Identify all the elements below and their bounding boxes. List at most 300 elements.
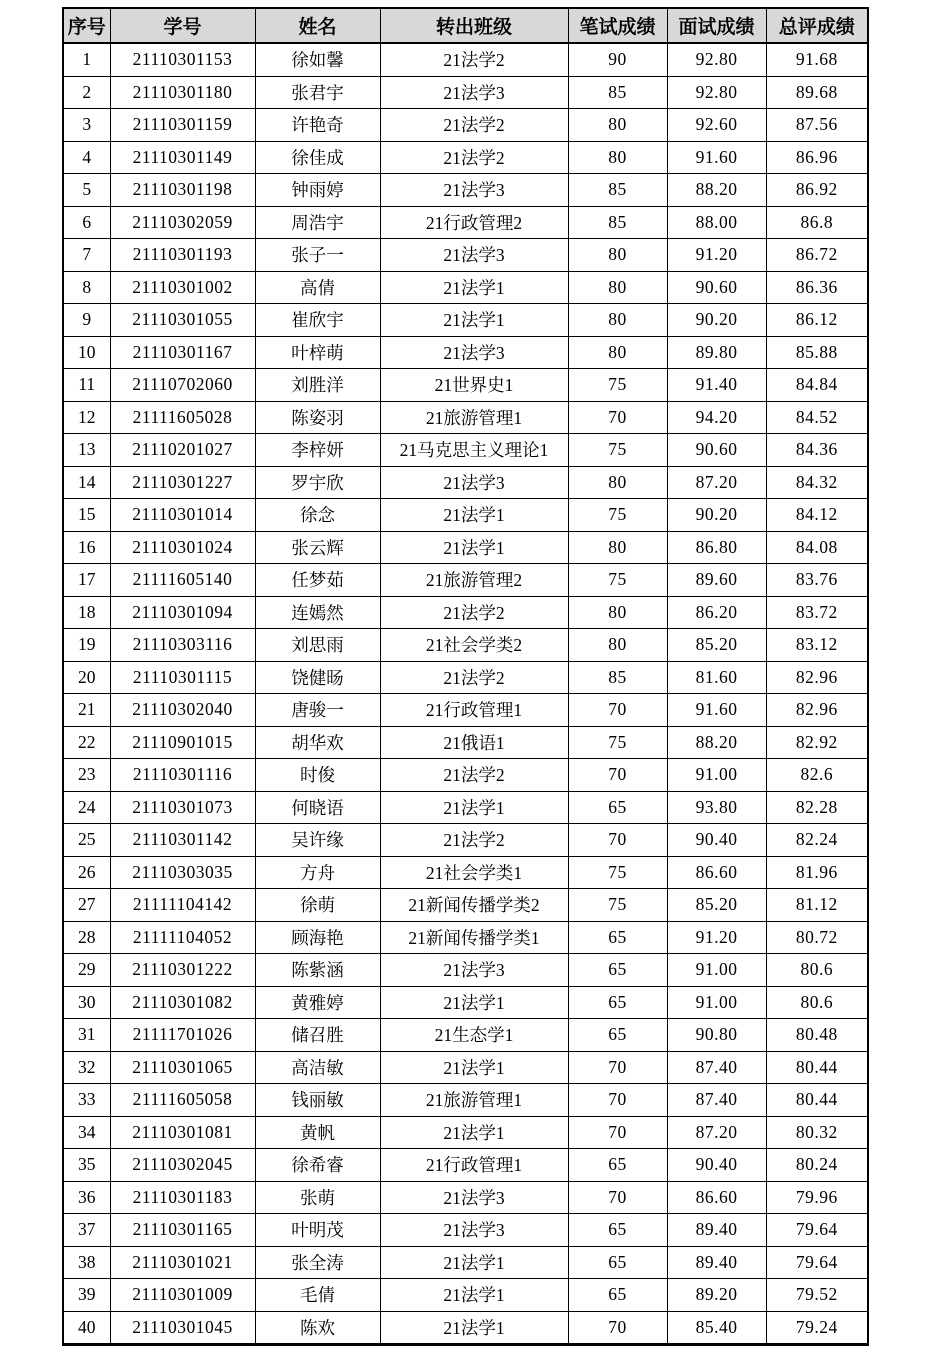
cell-interview_score: 90.60 <box>667 271 766 304</box>
cell-from_class: 21法学1 <box>380 1246 568 1279</box>
cell-student_id: 21111605140 <box>110 564 255 597</box>
cell-written_score: 70 <box>568 1311 667 1345</box>
cell-written_score: 80 <box>568 531 667 564</box>
cell-written_score: 80 <box>568 239 667 272</box>
table-row <box>63 271 868 304</box>
table-row <box>63 1311 868 1345</box>
cell-from_class: 21法学1 <box>380 271 568 304</box>
cell-written_score: 75 <box>568 856 667 889</box>
cell-index: 30 <box>63 986 110 1019</box>
table-row <box>63 499 868 532</box>
cell-from_class: 21行政管理1 <box>380 694 568 727</box>
cell-name: 李梓妍 <box>255 434 380 467</box>
table-row <box>63 921 868 954</box>
table-row <box>63 434 868 467</box>
cell-student_id: 21110301081 <box>110 1116 255 1149</box>
cell-interview_score: 86.60 <box>667 1181 766 1214</box>
cell-interview_score: 85.40 <box>667 1311 766 1345</box>
cell-overall_score: 84.12 <box>766 499 868 532</box>
table-row <box>63 109 868 142</box>
cell-interview_score: 90.40 <box>667 824 766 857</box>
cell-index: 16 <box>63 531 110 564</box>
cell-from_class: 21马克思主义理论1 <box>380 434 568 467</box>
cell-from_class: 21法学3 <box>380 1214 568 1247</box>
cell-index: 4 <box>63 141 110 174</box>
cell-interview_score: 87.40 <box>667 1084 766 1117</box>
cell-student_id: 21110301024 <box>110 531 255 564</box>
cell-interview_score: 90.60 <box>667 434 766 467</box>
table-row <box>63 824 868 857</box>
cell-student_id: 21110301009 <box>110 1279 255 1312</box>
cell-student_id: 21110301142 <box>110 824 255 857</box>
table-row <box>63 1084 868 1117</box>
header-cell-from_class: 转出班级 <box>380 8 568 43</box>
cell-from_class: 21法学1 <box>380 791 568 824</box>
cell-name: 饶健旸 <box>255 661 380 694</box>
cell-name: 钱丽敏 <box>255 1084 380 1117</box>
cell-interview_score: 91.20 <box>667 239 766 272</box>
cell-from_class: 21法学1 <box>380 531 568 564</box>
table-row <box>63 1149 868 1182</box>
cell-student_id: 21110301014 <box>110 499 255 532</box>
cell-student_id: 21110301073 <box>110 791 255 824</box>
cell-written_score: 80 <box>568 304 667 337</box>
cell-name: 吴许缘 <box>255 824 380 857</box>
cell-name: 许艳奇 <box>255 109 380 142</box>
table-body <box>63 43 868 1345</box>
cell-from_class: 21法学1 <box>380 1051 568 1084</box>
cell-name: 徐希睿 <box>255 1149 380 1182</box>
header-cell-written_score: 笔试成绩 <box>568 8 667 43</box>
cell-name: 时俊 <box>255 759 380 792</box>
cell-written_score: 80 <box>568 336 667 369</box>
cell-student_id: 21110301183 <box>110 1181 255 1214</box>
cell-interview_score: 91.00 <box>667 954 766 987</box>
cell-index: 22 <box>63 726 110 759</box>
cell-student_id: 21111605028 <box>110 401 255 434</box>
cell-from_class: 21法学1 <box>380 499 568 532</box>
cell-written_score: 75 <box>568 369 667 402</box>
cell-overall_score: 79.52 <box>766 1279 868 1312</box>
table-row <box>63 1246 868 1279</box>
cell-from_class: 21法学2 <box>380 824 568 857</box>
cell-written_score: 75 <box>568 564 667 597</box>
cell-student_id: 21110901015 <box>110 726 255 759</box>
cell-student_id: 21110302040 <box>110 694 255 727</box>
cell-written_score: 75 <box>568 434 667 467</box>
cell-index: 6 <box>63 206 110 239</box>
cell-name: 任梦茹 <box>255 564 380 597</box>
cell-overall_score: 84.52 <box>766 401 868 434</box>
cell-written_score: 70 <box>568 1084 667 1117</box>
cell-interview_score: 94.20 <box>667 401 766 434</box>
cell-student_id: 21111104142 <box>110 889 255 922</box>
cell-from_class: 21旅游管理1 <box>380 1084 568 1117</box>
cell-from_class: 21法学3 <box>380 954 568 987</box>
table-row <box>63 1181 868 1214</box>
cell-name: 徐念 <box>255 499 380 532</box>
cell-index: 9 <box>63 304 110 337</box>
cell-overall_score: 80.32 <box>766 1116 868 1149</box>
cell-interview_score: 88.20 <box>667 174 766 207</box>
cell-from_class: 21法学2 <box>380 141 568 174</box>
cell-from_class: 21法学2 <box>380 43 568 76</box>
cell-overall_score: 80.24 <box>766 1149 868 1182</box>
cell-overall_score: 82.96 <box>766 694 868 727</box>
cell-from_class: 21俄语1 <box>380 726 568 759</box>
cell-overall_score: 87.56 <box>766 109 868 142</box>
cell-interview_score: 90.40 <box>667 1149 766 1182</box>
cell-student_id: 21110301021 <box>110 1246 255 1279</box>
cell-index: 35 <box>63 1149 110 1182</box>
cell-written_score: 80 <box>568 271 667 304</box>
score-table <box>62 7 869 1346</box>
table-row <box>63 1051 868 1084</box>
table-row <box>63 1279 868 1312</box>
cell-index: 17 <box>63 564 110 597</box>
cell-overall_score: 86.12 <box>766 304 868 337</box>
cell-student_id: 21110702060 <box>110 369 255 402</box>
table-row <box>63 76 868 109</box>
cell-written_score: 70 <box>568 1116 667 1149</box>
cell-overall_score: 80.6 <box>766 986 868 1019</box>
table-row <box>63 726 868 759</box>
cell-student_id: 21110301159 <box>110 109 255 142</box>
cell-student_id: 21110301115 <box>110 661 255 694</box>
cell-index: 40 <box>63 1311 110 1345</box>
cell-interview_score: 86.60 <box>667 856 766 889</box>
cell-from_class: 21法学1 <box>380 1279 568 1312</box>
cell-interview_score: 91.00 <box>667 759 766 792</box>
cell-name: 张子一 <box>255 239 380 272</box>
table-row <box>63 791 868 824</box>
cell-index: 28 <box>63 921 110 954</box>
cell-index: 7 <box>63 239 110 272</box>
cell-name: 何晓语 <box>255 791 380 824</box>
table-row <box>63 661 868 694</box>
cell-overall_score: 81.96 <box>766 856 868 889</box>
cell-index: 13 <box>63 434 110 467</box>
cell-student_id: 21110301227 <box>110 466 255 499</box>
cell-written_score: 70 <box>568 824 667 857</box>
cell-written_score: 65 <box>568 1246 667 1279</box>
cell-interview_score: 87.20 <box>667 1116 766 1149</box>
cell-index: 8 <box>63 271 110 304</box>
cell-student_id: 21110301094 <box>110 596 255 629</box>
table-row <box>63 1116 868 1149</box>
cell-written_score: 65 <box>568 791 667 824</box>
cell-interview_score: 92.60 <box>667 109 766 142</box>
cell-written_score: 65 <box>568 921 667 954</box>
cell-written_score: 65 <box>568 1214 667 1247</box>
cell-written_score: 70 <box>568 694 667 727</box>
table-row <box>63 336 868 369</box>
cell-interview_score: 85.20 <box>667 629 766 662</box>
cell-overall_score: 81.12 <box>766 889 868 922</box>
cell-name: 刘思雨 <box>255 629 380 662</box>
cell-student_id: 21110301055 <box>110 304 255 337</box>
cell-name: 方舟 <box>255 856 380 889</box>
cell-written_score: 70 <box>568 759 667 792</box>
table-row <box>63 759 868 792</box>
cell-interview_score: 89.40 <box>667 1214 766 1247</box>
cell-index: 33 <box>63 1084 110 1117</box>
table-row <box>63 304 868 337</box>
cell-name: 陈紫涵 <box>255 954 380 987</box>
cell-from_class: 21法学3 <box>380 239 568 272</box>
cell-name: 黄雅婷 <box>255 986 380 1019</box>
cell-written_score: 85 <box>568 76 667 109</box>
cell-student_id: 21110301198 <box>110 174 255 207</box>
cell-index: 27 <box>63 889 110 922</box>
cell-overall_score: 84.08 <box>766 531 868 564</box>
cell-from_class: 21法学3 <box>380 466 568 499</box>
cell-interview_score: 91.00 <box>667 986 766 1019</box>
cell-from_class: 21新闻传播学类2 <box>380 889 568 922</box>
cell-index: 11 <box>63 369 110 402</box>
cell-name: 高洁敏 <box>255 1051 380 1084</box>
cell-index: 10 <box>63 336 110 369</box>
cell-student_id: 21110303116 <box>110 629 255 662</box>
cell-overall_score: 82.92 <box>766 726 868 759</box>
cell-overall_score: 84.32 <box>766 466 868 499</box>
cell-name: 陈姿羽 <box>255 401 380 434</box>
header-cell-student_id: 学号 <box>110 8 255 43</box>
cell-name: 钟雨婷 <box>255 174 380 207</box>
cell-student_id: 21110301149 <box>110 141 255 174</box>
table-row <box>63 174 868 207</box>
table-row <box>63 596 868 629</box>
cell-name: 毛倩 <box>255 1279 380 1312</box>
cell-overall_score: 83.12 <box>766 629 868 662</box>
cell-written_score: 70 <box>568 401 667 434</box>
cell-from_class: 21法学2 <box>380 759 568 792</box>
cell-student_id: 21110303035 <box>110 856 255 889</box>
cell-interview_score: 90.20 <box>667 499 766 532</box>
cell-name: 徐萌 <box>255 889 380 922</box>
cell-overall_score: 79.64 <box>766 1214 868 1247</box>
cell-name: 崔欣宇 <box>255 304 380 337</box>
cell-overall_score: 86.36 <box>766 271 868 304</box>
cell-overall_score: 82.6 <box>766 759 868 792</box>
table-row <box>63 856 868 889</box>
cell-written_score: 70 <box>568 1181 667 1214</box>
cell-written_score: 65 <box>568 1019 667 1052</box>
cell-written_score: 85 <box>568 174 667 207</box>
cell-index: 1 <box>63 43 110 76</box>
cell-overall_score: 83.76 <box>766 564 868 597</box>
cell-student_id: 21110201027 <box>110 434 255 467</box>
cell-index: 25 <box>63 824 110 857</box>
cell-from_class: 21法学2 <box>380 596 568 629</box>
cell-index: 12 <box>63 401 110 434</box>
cell-name: 胡华欢 <box>255 726 380 759</box>
cell-index: 29 <box>63 954 110 987</box>
cell-from_class: 21法学2 <box>380 661 568 694</box>
cell-overall_score: 80.72 <box>766 921 868 954</box>
cell-interview_score: 89.20 <box>667 1279 766 1312</box>
cell-index: 19 <box>63 629 110 662</box>
table-row <box>63 564 868 597</box>
cell-written_score: 75 <box>568 726 667 759</box>
table-row <box>63 694 868 727</box>
cell-student_id: 21110301165 <box>110 1214 255 1247</box>
cell-student_id: 21110302059 <box>110 206 255 239</box>
cell-name: 徐佳成 <box>255 141 380 174</box>
cell-from_class: 21旅游管理2 <box>380 564 568 597</box>
cell-interview_score: 89.40 <box>667 1246 766 1279</box>
cell-written_score: 70 <box>568 1051 667 1084</box>
cell-written_score: 75 <box>568 499 667 532</box>
cell-interview_score: 89.80 <box>667 336 766 369</box>
cell-student_id: 21110301193 <box>110 239 255 272</box>
cell-name: 张君宇 <box>255 76 380 109</box>
cell-from_class: 21旅游管理1 <box>380 401 568 434</box>
cell-overall_score: 86.72 <box>766 239 868 272</box>
cell-overall_score: 84.84 <box>766 369 868 402</box>
cell-from_class: 21法学1 <box>380 986 568 1019</box>
cell-overall_score: 82.28 <box>766 791 868 824</box>
cell-overall_score: 85.88 <box>766 336 868 369</box>
cell-interview_score: 88.00 <box>667 206 766 239</box>
cell-name: 陈欢 <box>255 1311 380 1345</box>
cell-name: 高倩 <box>255 271 380 304</box>
cell-student_id: 21110301116 <box>110 759 255 792</box>
cell-written_score: 80 <box>568 596 667 629</box>
cell-student_id: 21110301045 <box>110 1311 255 1345</box>
cell-index: 26 <box>63 856 110 889</box>
cell-interview_score: 91.40 <box>667 369 766 402</box>
cell-overall_score: 80.6 <box>766 954 868 987</box>
cell-from_class: 21社会学类1 <box>380 856 568 889</box>
cell-index: 2 <box>63 76 110 109</box>
cell-name: 叶梓萌 <box>255 336 380 369</box>
cell-from_class: 21行政管理1 <box>380 1149 568 1182</box>
cell-written_score: 65 <box>568 1149 667 1182</box>
cell-overall_score: 79.96 <box>766 1181 868 1214</box>
cell-overall_score: 84.36 <box>766 434 868 467</box>
header-cell-index: 序号 <box>63 8 110 43</box>
cell-written_score: 65 <box>568 1279 667 1312</box>
table-row <box>63 239 868 272</box>
cell-from_class: 21法学3 <box>380 174 568 207</box>
cell-name: 连嫣然 <box>255 596 380 629</box>
table-row <box>63 629 868 662</box>
cell-written_score: 80 <box>568 141 667 174</box>
cell-interview_score: 81.60 <box>667 661 766 694</box>
cell-index: 18 <box>63 596 110 629</box>
cell-written_score: 65 <box>568 954 667 987</box>
header-cell-interview_score: 面试成绩 <box>667 8 766 43</box>
cell-interview_score: 90.20 <box>667 304 766 337</box>
cell-index: 32 <box>63 1051 110 1084</box>
cell-from_class: 21法学3 <box>380 336 568 369</box>
cell-written_score: 65 <box>568 986 667 1019</box>
cell-overall_score: 80.48 <box>766 1019 868 1052</box>
cell-from_class: 21生态学1 <box>380 1019 568 1052</box>
cell-overall_score: 83.72 <box>766 596 868 629</box>
cell-from_class: 21法学2 <box>380 109 568 142</box>
cell-student_id: 21110301167 <box>110 336 255 369</box>
cell-overall_score: 79.64 <box>766 1246 868 1279</box>
cell-student_id: 21111605058 <box>110 1084 255 1117</box>
cell-index: 24 <box>63 791 110 824</box>
cell-student_id: 21110302045 <box>110 1149 255 1182</box>
table-row <box>63 986 868 1019</box>
header-cell-overall_score: 总评成绩 <box>766 8 868 43</box>
cell-name: 唐骏一 <box>255 694 380 727</box>
table-row <box>63 954 868 987</box>
cell-from_class: 21法学1 <box>380 1311 568 1345</box>
cell-from_class: 21新闻传播学类1 <box>380 921 568 954</box>
cell-overall_score: 82.24 <box>766 824 868 857</box>
cell-written_score: 90 <box>568 43 667 76</box>
cell-name: 徐如馨 <box>255 43 380 76</box>
cell-name: 储召胜 <box>255 1019 380 1052</box>
cell-name: 周浩宇 <box>255 206 380 239</box>
cell-name: 张全涛 <box>255 1246 380 1279</box>
cell-from_class: 21世界史1 <box>380 369 568 402</box>
cell-interview_score: 86.80 <box>667 531 766 564</box>
table-row <box>63 1019 868 1052</box>
cell-interview_score: 85.20 <box>667 889 766 922</box>
cell-name: 黄帆 <box>255 1116 380 1149</box>
cell-index: 3 <box>63 109 110 142</box>
cell-interview_score: 91.60 <box>667 141 766 174</box>
cell-interview_score: 93.80 <box>667 791 766 824</box>
cell-written_score: 80 <box>568 466 667 499</box>
cell-overall_score: 80.44 <box>766 1051 868 1084</box>
table-row <box>63 466 868 499</box>
cell-from_class: 21社会学类2 <box>380 629 568 662</box>
header-row <box>63 8 868 43</box>
cell-interview_score: 87.40 <box>667 1051 766 1084</box>
cell-index: 21 <box>63 694 110 727</box>
table-row <box>63 889 868 922</box>
table-row <box>63 206 868 239</box>
cell-interview_score: 88.20 <box>667 726 766 759</box>
cell-interview_score: 92.80 <box>667 76 766 109</box>
cell-student_id: 21110301082 <box>110 986 255 1019</box>
cell-index: 31 <box>63 1019 110 1052</box>
cell-index: 15 <box>63 499 110 532</box>
cell-from_class: 21行政管理2 <box>380 206 568 239</box>
cell-overall_score: 86.96 <box>766 141 868 174</box>
cell-overall_score: 89.68 <box>766 76 868 109</box>
table-row <box>63 369 868 402</box>
cell-overall_score: 80.44 <box>766 1084 868 1117</box>
cell-name: 张萌 <box>255 1181 380 1214</box>
cell-from_class: 21法学3 <box>380 76 568 109</box>
cell-from_class: 21法学1 <box>380 304 568 337</box>
cell-interview_score: 91.60 <box>667 694 766 727</box>
cell-interview_score: 91.20 <box>667 921 766 954</box>
table-row <box>63 1214 868 1247</box>
cell-written_score: 85 <box>568 661 667 694</box>
cell-student_id: 21110301180 <box>110 76 255 109</box>
cell-student_id: 21110301065 <box>110 1051 255 1084</box>
cell-student_id: 21110301002 <box>110 271 255 304</box>
cell-index: 36 <box>63 1181 110 1214</box>
cell-interview_score: 86.20 <box>667 596 766 629</box>
table-row <box>63 401 868 434</box>
cell-overall_score: 82.96 <box>766 661 868 694</box>
table-row <box>63 141 868 174</box>
cell-student_id: 21111701026 <box>110 1019 255 1052</box>
cell-overall_score: 91.68 <box>766 43 868 76</box>
cell-interview_score: 87.20 <box>667 466 766 499</box>
cell-from_class: 21法学3 <box>380 1181 568 1214</box>
